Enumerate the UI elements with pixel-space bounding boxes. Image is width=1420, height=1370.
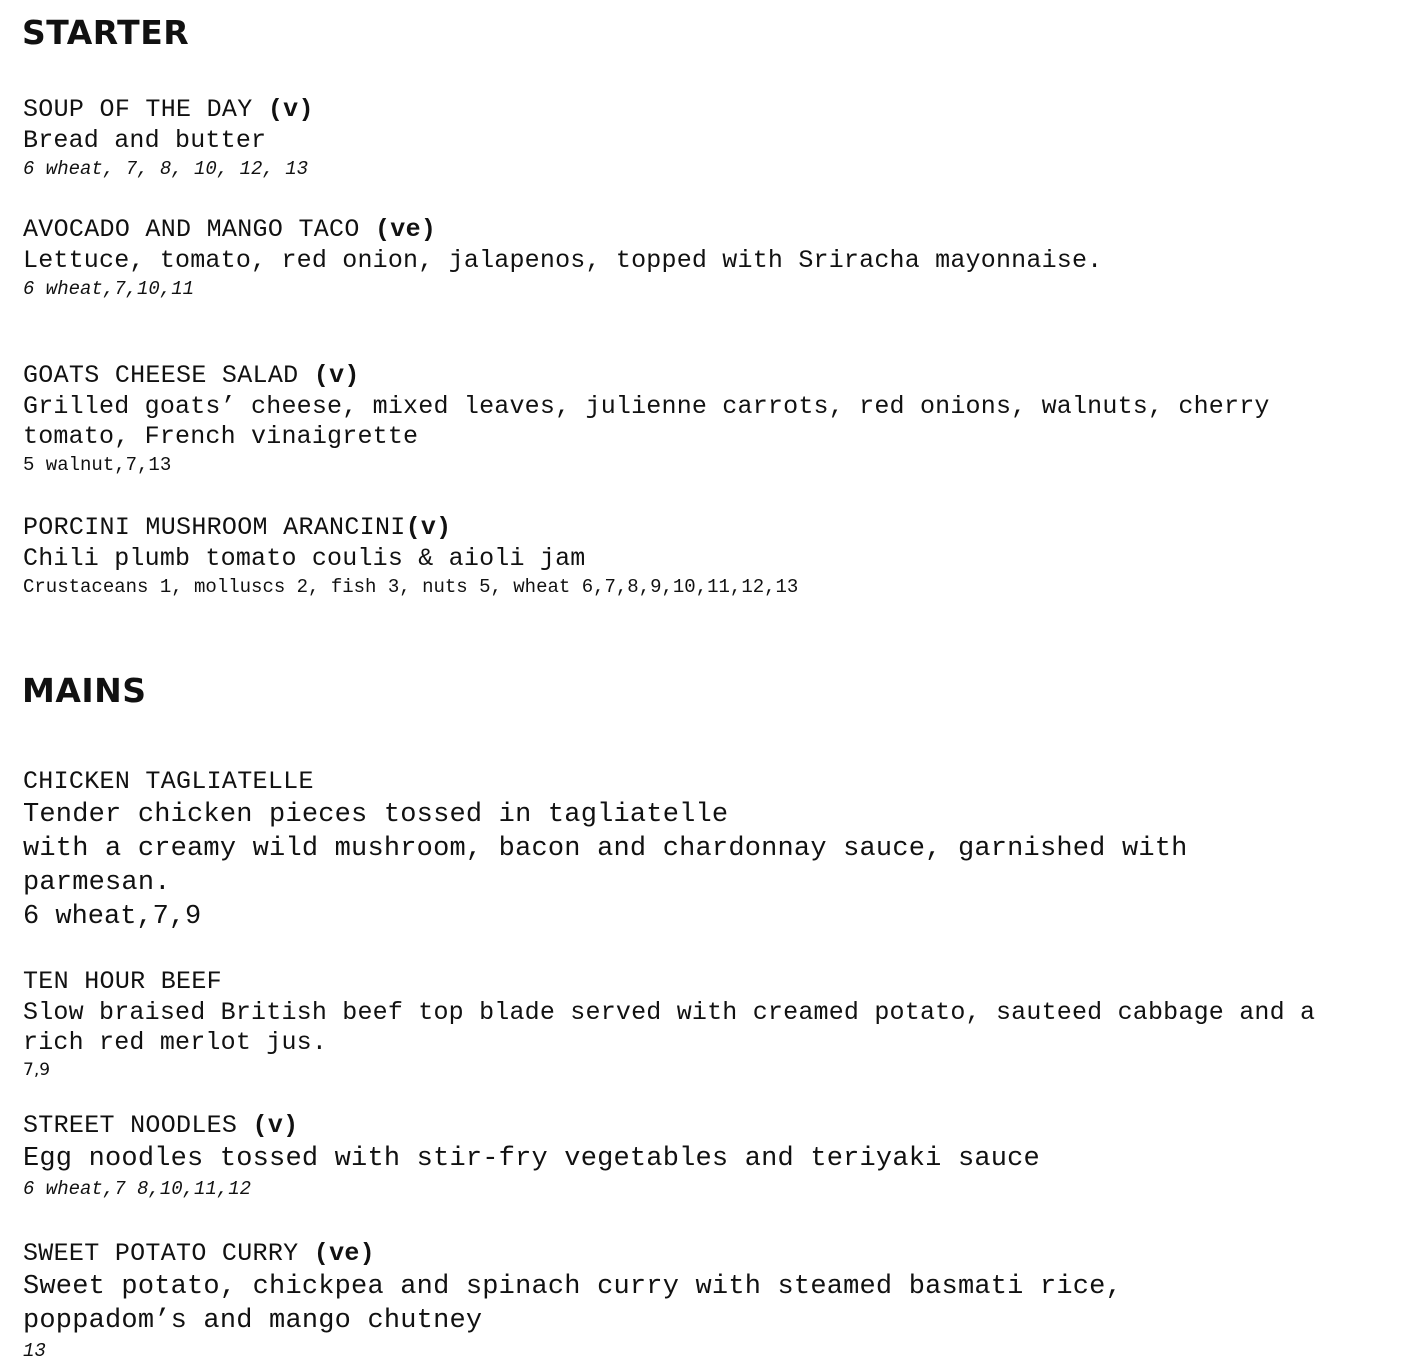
menu-item-allergens: 13 xyxy=(23,1340,46,1362)
menu-item-allergens: 6 wheat,7,10,11 xyxy=(23,278,195,300)
menu-item-porcini-mushroom-arancini xyxy=(23,512,1380,600)
menu-item-allergens: Crustaceans 1, molluscs 2, fish 3, nuts 5, wheat 6,7,8,9,10,11,12,13 xyxy=(23,576,799,598)
menu-item-title xyxy=(23,214,1380,246)
diet-label: (ve) xyxy=(313,1239,375,1268)
menu-item-goats-cheese-salad xyxy=(23,360,1290,478)
menu-item-description: Egg noodles tossed with stir-fry vegetables and teriyaki sauce xyxy=(23,1144,1040,1174)
menu-item-allergens: 6 wheat, 7, 8, 10, 12, 13 xyxy=(23,158,309,180)
menu-item-description: Slow braised British beef top blade served with creamed potato, sauteed cabbage and a rich red merlot jus. xyxy=(23,998,1316,1057)
menu-item-name: PORCINI MUSHROOM ARANCINI xyxy=(23,513,406,542)
menu-item-name: AVOCADO AND MANGO TACO xyxy=(23,215,360,244)
menu-item-description: Lettuce, tomato, red onion, jalapenos, topped with Sriracha mayonnaise. xyxy=(23,246,1103,275)
menu-item-sweet-potato-curry xyxy=(23,1238,1290,1364)
diet-label: (ve) xyxy=(374,215,437,244)
menu-item-name: CHICKEN TAGLIATELLE xyxy=(23,767,314,796)
menu-item-name: SOUP OF THE DAY xyxy=(23,95,253,124)
menu-item-title xyxy=(23,360,1290,392)
section-heading-starter: STARTER xyxy=(22,13,190,52)
menu-item-title xyxy=(23,1238,1290,1270)
section-heading-mains: MAINS xyxy=(22,671,147,710)
menu-item-name: STREET NOODLES xyxy=(23,1111,238,1140)
menu-item-title xyxy=(23,1110,1380,1142)
diet-label: (v) xyxy=(252,1111,299,1140)
menu-item-description: Bread and butter xyxy=(23,126,267,155)
menu-item-allergens: 5 walnut,7,13 xyxy=(23,454,172,476)
menu-item-street-noodles xyxy=(23,1110,1380,1202)
menu-item-allergens: 7,9 xyxy=(23,1060,51,1080)
menu-item-title xyxy=(23,766,1350,798)
menu-item-description: Chili plumb tomato coulis & aioli jam xyxy=(23,544,586,573)
menu-item-avocado-and-mango-taco xyxy=(23,214,1380,302)
menu-item-description: Sweet potato, chickpea and spinach curry with steamed basmati rice, poppadom’s and mango chutney xyxy=(23,1272,1122,1336)
menu-item-description: Tender chicken pieces tossed in tagliatelle with a creamy wild mushroom, bacon and chardonnay sauce, garnished with parmesan. xyxy=(23,800,1188,898)
menu-item-ten-hour-beef xyxy=(23,966,1380,1082)
diet-label: (v) xyxy=(313,361,360,390)
menu-item-soup-of-the-day xyxy=(23,94,1380,182)
menu-item-name: TEN HOUR BEEF xyxy=(23,967,222,996)
menu-item-name: SWEET POTATO CURRY xyxy=(23,1239,299,1268)
menu-item-description: Grilled goats’ cheese, mixed leaves, julienne carrots, red onions, walnuts, cherry tomato, French vinaigrette xyxy=(23,392,1270,451)
menu-item-allergens: 6 wheat,7,9 xyxy=(23,902,202,932)
menu-item-chicken-tagliatelle xyxy=(23,766,1350,934)
menu-item-title xyxy=(23,94,1380,126)
menu-item-title xyxy=(23,966,1380,998)
diet-label: (v) xyxy=(267,95,314,124)
menu-item-allergens: 6 wheat,7 8,10,11,12 xyxy=(23,1178,252,1200)
menu-item-title xyxy=(23,512,1380,544)
menu-item-name: GOATS CHEESE SALAD xyxy=(23,361,299,390)
diet-label: (v) xyxy=(405,513,452,542)
